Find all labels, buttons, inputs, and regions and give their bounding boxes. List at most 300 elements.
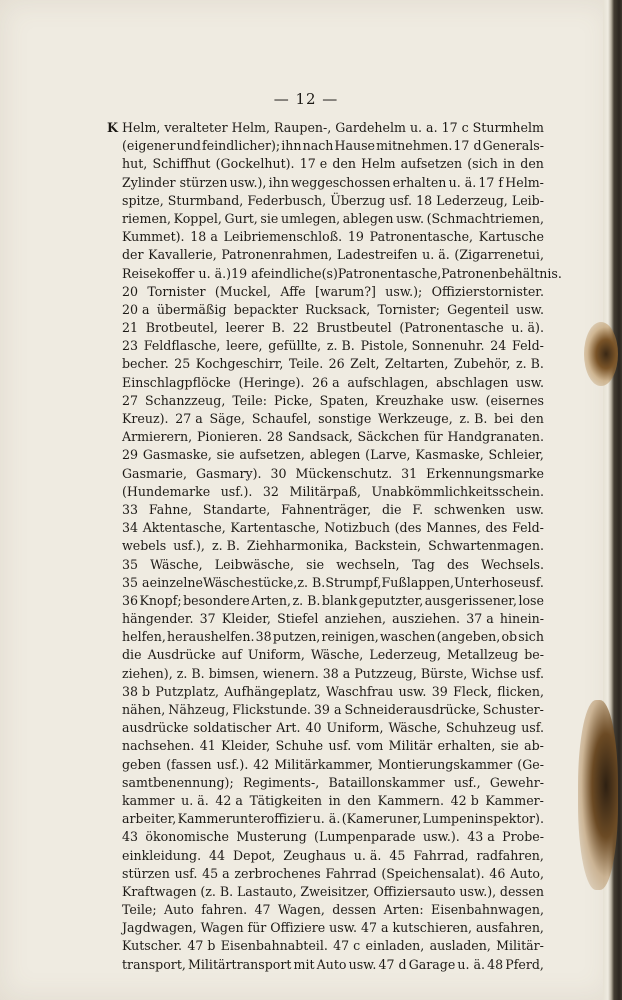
text-word: Wagen, bbox=[277, 902, 325, 918]
text-line bbox=[122, 319, 544, 337]
text-word: usw.), bbox=[229, 174, 267, 190]
text-line bbox=[122, 337, 544, 355]
text-word: 17 d bbox=[453, 138, 482, 154]
text-word: Putzzeug, bbox=[354, 665, 417, 681]
text-word: Kartentasche, bbox=[230, 520, 320, 536]
text-word: Kasmaske, bbox=[415, 447, 484, 463]
text-word: 17 e bbox=[299, 156, 328, 172]
text-word: 42 bbox=[253, 756, 270, 772]
text-word: [warum?] bbox=[314, 283, 376, 299]
text-word: sie bbox=[500, 738, 519, 754]
text-line bbox=[122, 355, 544, 373]
text-word: Kammer- bbox=[485, 792, 544, 808]
text-word: 33 bbox=[122, 501, 139, 517]
text-word: (eisernes bbox=[485, 392, 544, 408]
text-word: Pionieren. bbox=[196, 429, 263, 445]
text-word: (z. B. bbox=[200, 883, 234, 899]
text-word: usw. bbox=[516, 501, 544, 517]
text-word: heraushelfen. bbox=[167, 629, 255, 645]
text-word: Musterung bbox=[236, 829, 307, 845]
text-line bbox=[122, 428, 544, 446]
text-word: 26 bbox=[328, 356, 345, 372]
text-word: Handgranaten. bbox=[447, 429, 544, 445]
text-line bbox=[107, 119, 544, 137]
text-word: usf. bbox=[389, 192, 413, 208]
text-word: (sich bbox=[467, 156, 498, 172]
text-word: Militärkammer, bbox=[274, 756, 373, 772]
text-word: 45 bbox=[389, 847, 406, 863]
text-word: Fahrrad, bbox=[413, 847, 469, 863]
text-word: Mannes, bbox=[426, 520, 481, 536]
text-word: usf.), bbox=[173, 538, 205, 554]
text-word: Ausdrücke bbox=[147, 647, 216, 663]
text-line bbox=[122, 646, 544, 664]
text-word: leerer bbox=[225, 320, 265, 336]
text-word: der bbox=[122, 247, 144, 263]
text-word: z. B. bbox=[211, 538, 240, 554]
text-word: F. bbox=[412, 501, 424, 517]
text-word: 42 a bbox=[215, 792, 243, 808]
text-word: besondere bbox=[183, 592, 250, 608]
text-word: ausfahren, bbox=[475, 920, 544, 936]
text-word: 29 bbox=[122, 447, 139, 463]
text-word: Leibwäsche, bbox=[214, 556, 295, 572]
text-word: 21 bbox=[122, 320, 139, 336]
text-word: Probe- bbox=[502, 829, 544, 845]
text-word: Standarte, bbox=[202, 501, 271, 517]
text-word: transport, bbox=[122, 956, 186, 972]
text-word: des bbox=[446, 556, 469, 572]
text-word: sie bbox=[306, 556, 325, 572]
text-word: 37 a bbox=[466, 611, 494, 627]
text-word: umlegen, bbox=[281, 210, 341, 226]
text-word: abschlagen bbox=[436, 374, 509, 390]
text-word: Schiffhut bbox=[152, 156, 211, 172]
burn-stain-lower bbox=[578, 700, 618, 890]
text-word: usf. bbox=[521, 574, 544, 590]
text-word: Patronentasche, bbox=[337, 265, 442, 281]
text-word: 24 bbox=[490, 338, 507, 354]
text-line bbox=[122, 628, 544, 646]
text-word: übermäßig bbox=[156, 301, 227, 317]
text-word: dessen bbox=[499, 883, 544, 899]
text-word: Leib- bbox=[511, 192, 544, 208]
text-word: ziehen), bbox=[122, 665, 173, 681]
text-word: Patronentasche, bbox=[369, 229, 474, 245]
text-word: Raupen-, bbox=[274, 120, 332, 135]
text-word: Regiments-, bbox=[242, 774, 320, 790]
text-word: Strumpf, bbox=[325, 574, 382, 590]
text-word: Bataillonskammer bbox=[328, 774, 445, 790]
text-word: Auto bbox=[316, 956, 347, 972]
text-line bbox=[122, 301, 544, 319]
text-word: 19 bbox=[347, 229, 364, 245]
text-word: Arten: bbox=[383, 902, 424, 918]
text-word: Kavallerie, bbox=[148, 247, 217, 263]
text-line bbox=[122, 901, 544, 919]
text-word: Kleider, bbox=[221, 738, 271, 754]
text-word: Helm, bbox=[122, 120, 161, 135]
text-word: Unterhose bbox=[454, 574, 522, 590]
text-word: kutschieren, bbox=[392, 920, 473, 936]
text-word: arbeiter, bbox=[122, 811, 177, 827]
text-word: sie bbox=[260, 210, 279, 226]
text-word: u. ä. bbox=[312, 811, 341, 827]
text-line bbox=[122, 501, 544, 519]
text-line bbox=[122, 174, 544, 192]
text-word: Reisekoffer u. ä.) bbox=[122, 265, 232, 281]
text-line bbox=[122, 756, 544, 774]
text-word: Gasmaske, bbox=[142, 447, 212, 463]
text-word: (Patronentasche bbox=[399, 320, 504, 336]
text-word: Ladestreifen bbox=[336, 247, 418, 263]
text-word: riemen, bbox=[122, 210, 172, 226]
text-word: 27 a bbox=[175, 411, 203, 426]
text-word: Sandsack, bbox=[287, 429, 353, 445]
text-word: 36 bbox=[122, 592, 139, 608]
text-word: Lederzeug, bbox=[436, 192, 508, 208]
text-word: flicken, bbox=[497, 683, 544, 699]
text-word: Patronenrahmen, bbox=[221, 247, 333, 263]
text-word: zerbrochenes bbox=[234, 865, 321, 881]
text-word: ab- bbox=[524, 738, 544, 754]
text-word: weggeschossen bbox=[290, 174, 391, 190]
text-word: 23 bbox=[122, 338, 139, 354]
text-word: z. B. bbox=[326, 338, 355, 354]
text-line bbox=[122, 701, 544, 719]
text-word: Kraftwagen bbox=[122, 883, 197, 899]
text-word: für bbox=[423, 429, 443, 445]
text-word: 35 bbox=[122, 556, 139, 572]
text-word: Zelt, bbox=[350, 356, 380, 372]
text-word: Teile. bbox=[288, 356, 324, 372]
text-word: leere, bbox=[226, 338, 263, 354]
text-word: Wäsche, bbox=[310, 647, 364, 663]
text-word: Sturmband, bbox=[167, 192, 244, 208]
text-word: reinigen, bbox=[321, 629, 379, 645]
text-word: putzen, bbox=[272, 629, 321, 645]
text-word: Fahrrad bbox=[325, 865, 377, 881]
text-word: 47 b bbox=[187, 938, 216, 954]
text-word: usf.). bbox=[220, 483, 253, 499]
text-word: einzelne bbox=[149, 574, 203, 590]
text-word: usf. bbox=[521, 720, 544, 736]
text-word: Pistole, Sonnenuhr. bbox=[360, 338, 485, 354]
text-word: Patronenbehältnis. bbox=[441, 265, 562, 281]
text-word: sich bbox=[518, 629, 544, 645]
text-word: 37 bbox=[199, 611, 216, 627]
text-word: Militärtransport bbox=[187, 956, 292, 972]
text-line bbox=[122, 792, 544, 810]
text-word: 43 a bbox=[467, 829, 495, 845]
text-word: 44 bbox=[209, 847, 226, 863]
text-word: ausdrücke bbox=[122, 720, 189, 736]
text-word: (Lumpenparade bbox=[314, 829, 416, 845]
text-word: Picke, bbox=[273, 392, 313, 408]
text-word: ausziehen. bbox=[392, 611, 461, 627]
text-word: Rucksack, bbox=[305, 301, 371, 317]
text-word: bepackter bbox=[233, 301, 298, 317]
text-word: den bbox=[520, 156, 544, 172]
text-word: usw. bbox=[450, 392, 479, 408]
text-word: Zweisitzer, bbox=[300, 883, 370, 899]
text-word: Metallzeug bbox=[446, 647, 519, 663]
text-word: den bbox=[332, 156, 356, 172]
text-word: Schwartenmagen. bbox=[428, 538, 544, 554]
text-word: (Heringe). bbox=[238, 374, 305, 390]
text-word: wechseln, bbox=[336, 556, 400, 572]
text-word: Kammern. bbox=[377, 792, 445, 808]
text-word: Gegenteil bbox=[447, 301, 509, 317]
text-word: ökonomische bbox=[145, 829, 229, 845]
text-word: Wichse bbox=[471, 665, 518, 681]
text-word: in bbox=[328, 792, 341, 808]
text-line bbox=[122, 392, 544, 410]
text-word: stürzen bbox=[122, 865, 170, 881]
text-line bbox=[122, 828, 544, 846]
text-word: mit bbox=[293, 956, 315, 972]
text-word: 39 a bbox=[313, 702, 342, 717]
text-word: Jagdwagen, bbox=[122, 920, 197, 936]
text-word: Werkzeuge, bbox=[377, 411, 453, 426]
text-word: usw. bbox=[516, 374, 544, 390]
text-word: 48 bbox=[487, 956, 504, 972]
text-word: 38 a bbox=[322, 665, 351, 681]
text-word: für bbox=[247, 920, 267, 936]
text-word: (Larve, bbox=[365, 447, 411, 463]
text-word: 45 a bbox=[202, 865, 230, 881]
page-number: — 12 — bbox=[273, 90, 339, 108]
text-line bbox=[122, 137, 544, 155]
text-word: (eigener bbox=[122, 138, 176, 154]
text-word: z. B. bbox=[292, 592, 321, 608]
text-word: des bbox=[485, 520, 508, 536]
text-word: Fleck, bbox=[453, 683, 492, 699]
entry-letter: K bbox=[107, 120, 118, 135]
text-word: Garage bbox=[408, 956, 456, 972]
text-word: Lastauto, bbox=[236, 883, 297, 899]
text-word: Arten, bbox=[251, 592, 291, 608]
text-word: (Gockelhut). bbox=[215, 156, 295, 172]
text-word: Helm, bbox=[231, 120, 271, 135]
text-line bbox=[122, 210, 544, 228]
text-line bbox=[122, 937, 544, 955]
text-word: Eisenbahnabteil. bbox=[220, 938, 328, 954]
text-word: Schanzzeug, bbox=[145, 392, 226, 408]
text-word: hut, bbox=[122, 156, 148, 172]
text-line bbox=[122, 574, 544, 592]
text-word: Bürste, bbox=[420, 665, 468, 681]
text-word: Spaten, bbox=[319, 392, 369, 408]
text-word: 20 a bbox=[122, 301, 150, 317]
text-word: Säge, bbox=[209, 411, 246, 426]
text-word: Schuhzeug bbox=[445, 720, 517, 736]
text-word: waschen bbox=[379, 629, 436, 645]
text-word: Helm bbox=[361, 156, 396, 172]
text-word: Helm- bbox=[505, 174, 544, 190]
text-word: usf. bbox=[328, 738, 352, 754]
text-word: usw.); bbox=[385, 283, 423, 299]
text-word: 25 bbox=[174, 356, 191, 372]
text-word: (Kameruner, bbox=[341, 811, 422, 827]
text-word: (Speichensalat). bbox=[381, 865, 485, 881]
text-word: feindlicher); bbox=[201, 138, 281, 154]
text-word: Pferd, bbox=[505, 956, 544, 972]
text-word: Stiefel bbox=[277, 611, 319, 627]
text-word: 18 a bbox=[190, 229, 218, 245]
text-word: u. ä. bbox=[422, 247, 450, 263]
text-word: Teile: bbox=[232, 392, 267, 408]
text-word: Putzplatz, bbox=[155, 683, 219, 699]
text-word: 40 bbox=[305, 720, 322, 736]
text-word: ausladen, bbox=[429, 938, 491, 954]
text-line bbox=[122, 519, 544, 537]
text-word: Armierern, bbox=[122, 429, 193, 445]
text-word: lose bbox=[518, 592, 544, 608]
text-word: 28 bbox=[266, 429, 284, 445]
text-line bbox=[122, 410, 544, 428]
text-word: 32 bbox=[262, 483, 279, 499]
text-word: gefüllte, bbox=[268, 338, 322, 354]
text-line bbox=[122, 810, 544, 828]
text-word: aufsetzen, bbox=[239, 447, 305, 463]
text-line bbox=[122, 374, 544, 392]
text-word: ihn bbox=[281, 138, 302, 154]
text-word: 27 bbox=[122, 392, 139, 408]
text-line bbox=[122, 883, 544, 901]
text-line bbox=[122, 719, 544, 737]
text-line bbox=[122, 283, 544, 301]
text-word: samtbenennung); bbox=[122, 774, 234, 790]
text-line bbox=[122, 246, 544, 264]
text-word: die bbox=[381, 501, 402, 517]
text-word: sonstige bbox=[318, 411, 372, 426]
text-word: Kummet). bbox=[122, 229, 185, 245]
text-word: Militärpaß, bbox=[289, 483, 361, 499]
text-word: erhalten bbox=[392, 174, 447, 190]
text-word: Kartusche bbox=[478, 229, 544, 245]
text-word: ablegen bbox=[309, 447, 361, 463]
text-word: dessen bbox=[332, 902, 377, 918]
text-word: einladen, bbox=[365, 938, 425, 954]
text-word: usf.). bbox=[216, 756, 249, 772]
text-word: Schaufel, bbox=[251, 411, 312, 426]
text-word: mitnehmen. bbox=[376, 138, 453, 154]
text-line bbox=[122, 737, 544, 755]
text-word: ob bbox=[501, 629, 518, 645]
text-line bbox=[122, 919, 544, 937]
text-word: Aufhängeplatz, bbox=[224, 683, 321, 699]
text-word: Affe bbox=[280, 283, 306, 299]
text-word: Hause bbox=[334, 138, 376, 154]
text-word: Sturmhelm bbox=[472, 120, 544, 135]
text-word: B. bbox=[271, 320, 286, 336]
text-word: Kutscher. bbox=[122, 938, 183, 954]
text-word: usw.). bbox=[423, 829, 460, 845]
text-word: usf., bbox=[453, 774, 481, 790]
text-word: 38 b bbox=[122, 683, 151, 699]
text-word: Wäsche, bbox=[150, 556, 203, 572]
text-line bbox=[122, 556, 544, 574]
text-word: auf bbox=[221, 647, 242, 663]
text-word: 47 c bbox=[333, 938, 361, 954]
text-word: (Muckel, bbox=[214, 283, 271, 299]
text-word: Kleider, bbox=[221, 611, 271, 627]
text-word: Wäschestücke, bbox=[203, 574, 298, 590]
text-line bbox=[122, 155, 544, 173]
text-word: und bbox=[176, 138, 201, 154]
text-word: Feld- bbox=[512, 338, 544, 354]
text-word: 20 bbox=[122, 283, 139, 299]
text-word: hängender. bbox=[122, 611, 194, 627]
text-line bbox=[122, 774, 544, 792]
text-word: bimsen, wienern. bbox=[208, 665, 319, 681]
text-line bbox=[122, 683, 544, 701]
text-word: z. B. bbox=[297, 574, 326, 590]
text-word: 30 bbox=[270, 465, 287, 481]
text-word: Lumpeninspektor). bbox=[422, 811, 544, 827]
text-word: Eisenbahnwagen, bbox=[431, 902, 544, 918]
text-word: usw.), bbox=[459, 883, 497, 899]
text-word: anziehen, bbox=[324, 611, 386, 627]
text-word: feindliche(s) bbox=[258, 265, 338, 281]
text-word: spitze, bbox=[122, 192, 164, 208]
text-line bbox=[122, 592, 544, 610]
text-word: 31 bbox=[401, 465, 418, 481]
text-line bbox=[122, 265, 562, 283]
text-word: u. ä. bbox=[353, 847, 382, 863]
text-word: usw. bbox=[348, 956, 377, 972]
text-word: Militär- bbox=[496, 938, 544, 954]
text-word: Fahnenträger, bbox=[281, 501, 372, 517]
text-word: 39 bbox=[431, 683, 448, 699]
text-word: Waschfrau bbox=[325, 683, 394, 699]
text-word: Unabkömmlichkeitsschein. bbox=[371, 483, 544, 499]
text-word: Generals- bbox=[482, 138, 544, 154]
text-word: Militär bbox=[388, 738, 433, 754]
text-word: 38 bbox=[255, 629, 272, 645]
text-word: ihn bbox=[268, 174, 289, 190]
text-word: Fußlappen, bbox=[381, 574, 455, 590]
text-word: Kreuzhake bbox=[375, 392, 444, 408]
text-word: 26 a bbox=[312, 374, 340, 390]
text-word: usw. bbox=[329, 920, 358, 936]
text-word: Ziehharmonika, bbox=[246, 538, 348, 554]
text-word: Schuster- bbox=[482, 702, 544, 717]
text-word: Erkennungsmarke bbox=[426, 465, 544, 481]
text-word: Gewehr- bbox=[489, 774, 544, 790]
text-word: Montierungskammer bbox=[377, 756, 513, 772]
text-word: Backstein, bbox=[354, 538, 422, 554]
text-word: ausgerissener, bbox=[424, 592, 517, 608]
text-word: (des bbox=[394, 520, 422, 536]
text-word: Wechsels. bbox=[481, 556, 544, 572]
text-word: sie bbox=[216, 447, 235, 463]
text-word: hinein- bbox=[499, 611, 544, 627]
text-word: Lederzeug, bbox=[369, 647, 441, 663]
text-word: becher. bbox=[122, 356, 169, 372]
text-word: 43 bbox=[122, 829, 139, 845]
text-word: 17 c bbox=[441, 120, 469, 135]
text-word: blank bbox=[321, 592, 358, 608]
text-word: kammer bbox=[122, 792, 175, 808]
text-line bbox=[122, 665, 544, 683]
text-word: Fahne, bbox=[148, 501, 192, 517]
text-word: 46 bbox=[489, 865, 506, 881]
text-word: 42 b bbox=[450, 792, 479, 808]
text-line bbox=[122, 446, 544, 464]
text-word: bei bbox=[494, 411, 514, 426]
